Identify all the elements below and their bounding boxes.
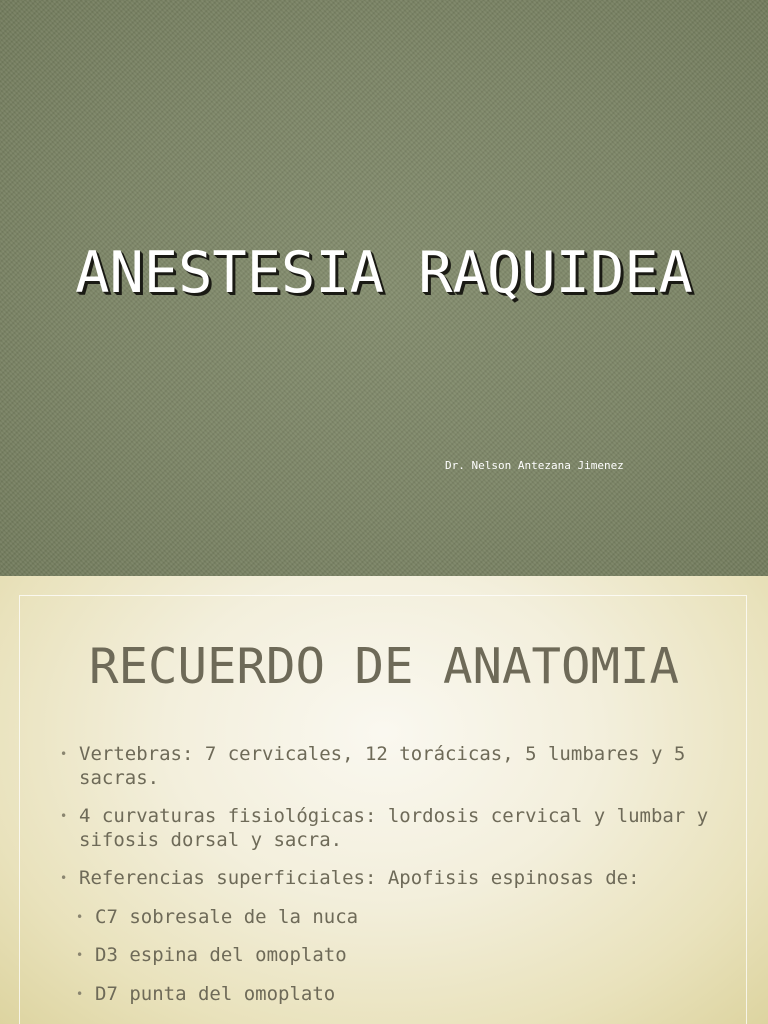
bullet-dot-icon: • [60, 747, 68, 761]
bullet-list [60, 743, 720, 1021]
content-slide [0, 576, 768, 1024]
bullet-text: D7 punta del omoplato [95, 982, 336, 1005]
bullet-dot-icon: • [76, 948, 84, 962]
bullet-dot-icon: • [76, 909, 84, 924]
bullet-dot-icon: • [60, 871, 68, 885]
slide-title: RECUERDO DE ANATOMIA [88, 638, 679, 695]
bullet-text: Referencias superficiales: Apofisis espinosas de: [79, 867, 640, 889]
bullet-item [60, 805, 720, 852]
bullet-item [60, 867, 720, 891]
bullet-text: 4 curvaturas fisiológicas: lordosis cervical y lumbar y sifosis dorsal y sacra. [79, 805, 709, 851]
sub-bullet-item [60, 944, 720, 968]
bullet-text: D3 espina del omoplato [95, 944, 347, 966]
bullet-text: C7 sobresale de la nuca [95, 905, 359, 928]
author-name: Dr. Nelson Antezana Jimenez [445, 459, 624, 472]
bullet-text: Vertebras: 7 cervicales, 12 torácicas, 5 lumbares y 5 sacras. [79, 743, 686, 789]
bullet-dot-icon: • [60, 809, 68, 823]
bullet-dot-icon: • [76, 986, 84, 1001]
bullet-item [60, 743, 720, 790]
presentation-title: ANESTESIA RAQUIDEA [75, 240, 693, 306]
sub-bullet-item [60, 983, 720, 1007]
sub-bullet-item [60, 906, 720, 930]
